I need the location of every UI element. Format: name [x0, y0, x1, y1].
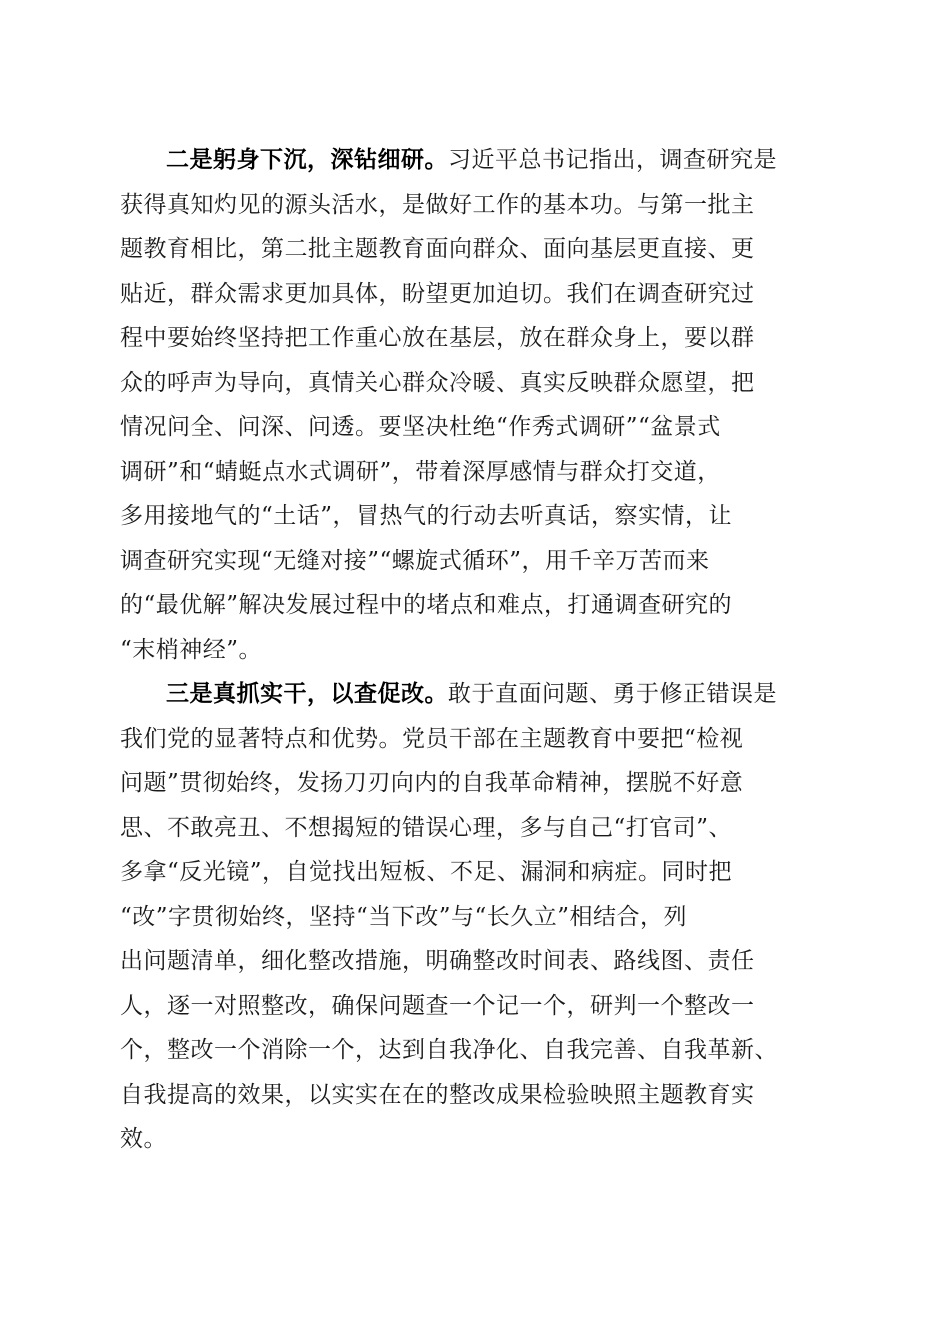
paragraph-1 — [120, 138, 832, 672]
paragraph-1-line-1-text: 习近平总书记指出，调查研究是 — [448, 147, 777, 173]
paragraph-2-line-7: 出问题清单，细化整改措施，明确整改时间表、路线图、责任 — [120, 948, 755, 974]
paragraph-1-line-3: 题教育相比，第二批主题教育面向群众、面向基层更直接、更 — [120, 236, 755, 262]
paragraph-2-line-6: “改”字贯彻始终，坚持“当下改”与“长久立”相结合，列 — [120, 903, 688, 930]
paragraph-2-line-8: 人，逐一对照整改，确保问题查一个记一个，研判一个整改一 — [120, 992, 755, 1019]
paragraph-1-lead: 二是躬身下沉，深钻细研。 — [166, 146, 448, 173]
paragraph-1-line-5: 程中要始终坚持把工作重心放在基层，放在群众身上，要以群 — [120, 325, 755, 351]
paragraph-2-line-11: 效。 — [120, 1126, 167, 1152]
paragraph-2-line-2: 我们党的显著特点和优势。党员干部在主题教育中要把“检视 — [120, 725, 744, 752]
paragraph-2-line-4: 思、不敢亮丑、不想揭短的错误心理，多与自己“打官司”、 — [120, 814, 733, 841]
paragraph-1-line-8: 调研”和“蜻蜓点水式调研”，带着深厚感情与群众打交道， — [120, 458, 721, 485]
paragraph-1-line-4: 贴近，群众需求更加具体，盼望更加迫切。我们在调查研究过 — [120, 280, 755, 307]
paragraph-2-line-1-text: 敢于直面问题、勇于修正错误是 — [448, 681, 777, 707]
paragraph-1-line-6: 众的呼声为导向，真情关心群众冷暖、真实反映群众愿望，把 — [120, 369, 755, 396]
document-body — [120, 138, 832, 1162]
paragraph-1-line-7: 情况问全、问深、问透。要坚决杜绝“作秀式调研”“盆景式 — [120, 414, 721, 440]
paragraph-2-line-1 — [120, 672, 832, 717]
paragraph-2-lead: 三是真抓实干，以查促改。 — [166, 680, 448, 707]
paragraph-2-line-9: 个，整改一个消除一个，达到自我净化、自我完善、自我革新、 — [120, 1037, 778, 1063]
paragraph-2 — [120, 672, 832, 1162]
paragraph-1-line-9: 多用接地气的“土话”，冒热气的行动去听真话，察实情，让 — [120, 503, 733, 529]
paragraph-1-line-11: 的“最优解”解决发展过程中的堵点和难点，打通调查研究的 — [120, 592, 733, 618]
paragraph-1-line-2: 获得真知灼见的源头活水，是做好工作的基本功。与第一批主 — [120, 191, 755, 218]
paragraph-1-line-12: “末梢神经”。 — [120, 636, 263, 663]
paragraph-1-line-1 — [120, 138, 832, 183]
paragraph-1-line-10: 调查研究实现“无缝对接”“螺旋式循环”，用千辛万苦而来 — [120, 547, 710, 574]
paragraph-2-line-5: 多拿“反光镜”，自觉找出短板、不足、漏洞和病症。同时把 — [120, 859, 733, 885]
paragraph-2-line-3: 问题”贯彻始终，发扬刀刃向内的自我革命精神，摆脱不好意 — [120, 770, 744, 796]
paragraph-2-line-10: 自我提高的效果，以实实在在的整改成果检验映照主题教育实 — [120, 1081, 755, 1108]
